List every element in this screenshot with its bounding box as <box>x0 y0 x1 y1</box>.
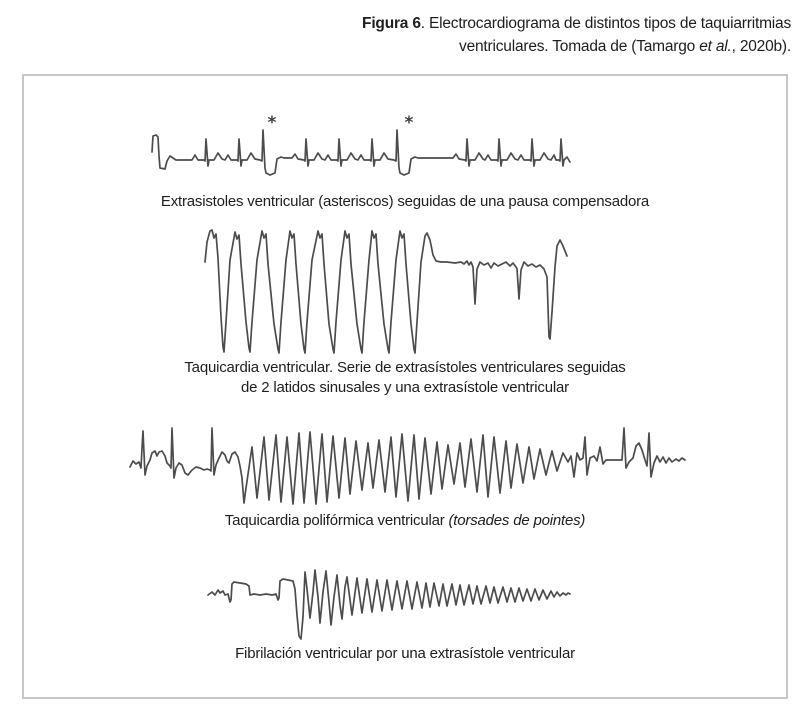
figure-caption-et-al: et al. <box>699 38 732 55</box>
figure-caption-text-1: . Electrocardiograma de distintos tipos de taquiarritmias <box>420 15 791 32</box>
strip-caption-fibrilacion: Fibrilación ventricular por una extrasístole ventricular <box>235 645 575 662</box>
ecg-trace-torsades <box>128 418 687 510</box>
strip-caption-taquicardia-line2: de 2 latidos sinusales y una extrasístole ventricular <box>241 379 569 396</box>
ecg-waveform-torsades <box>130 428 685 504</box>
figure-label: Figura 6 <box>362 15 421 32</box>
strip-caption-extrasystoles: Extrasistoles ventricular (asteriscos) seguidas de una pausa compensadora <box>160 193 650 210</box>
figure-caption <box>231 12 791 58</box>
figure-caption-line1 <box>231 12 791 35</box>
strip-caption-torsades <box>24 511 786 531</box>
ecg-waveform-extrasystoles <box>152 130 570 175</box>
ecg-trace-taquicardia-ventricular <box>205 222 569 359</box>
ecg-trace-extrasystoles <box>150 113 572 184</box>
ecg-trace-fibrilacion <box>208 557 570 651</box>
figure-panel <box>22 74 788 699</box>
ecg-waveform-taquicardia <box>205 230 567 353</box>
figure-caption-text-3: , 2020b). <box>731 38 791 55</box>
figure-caption-line2 <box>231 35 791 58</box>
ecg-waveform-fibrilacion <box>208 570 570 639</box>
strip-caption-taquicardia-line1: Taquicardia ventricular. Serie de extrasístoles ventriculares seguidas <box>184 359 626 376</box>
strip-caption-torsades-text: Taquicardia polifórmica ventricular <box>224 512 449 529</box>
strip-caption-taquicardia <box>24 358 786 398</box>
strip-caption-torsades-italic: (torsades de pointes) <box>448 512 586 529</box>
asterisk-marker-1: * <box>267 113 277 133</box>
figure-caption-text-2: ventriculares. Tomada de (Tamargo <box>459 38 700 55</box>
asterisk-marker-2: * <box>404 113 414 133</box>
